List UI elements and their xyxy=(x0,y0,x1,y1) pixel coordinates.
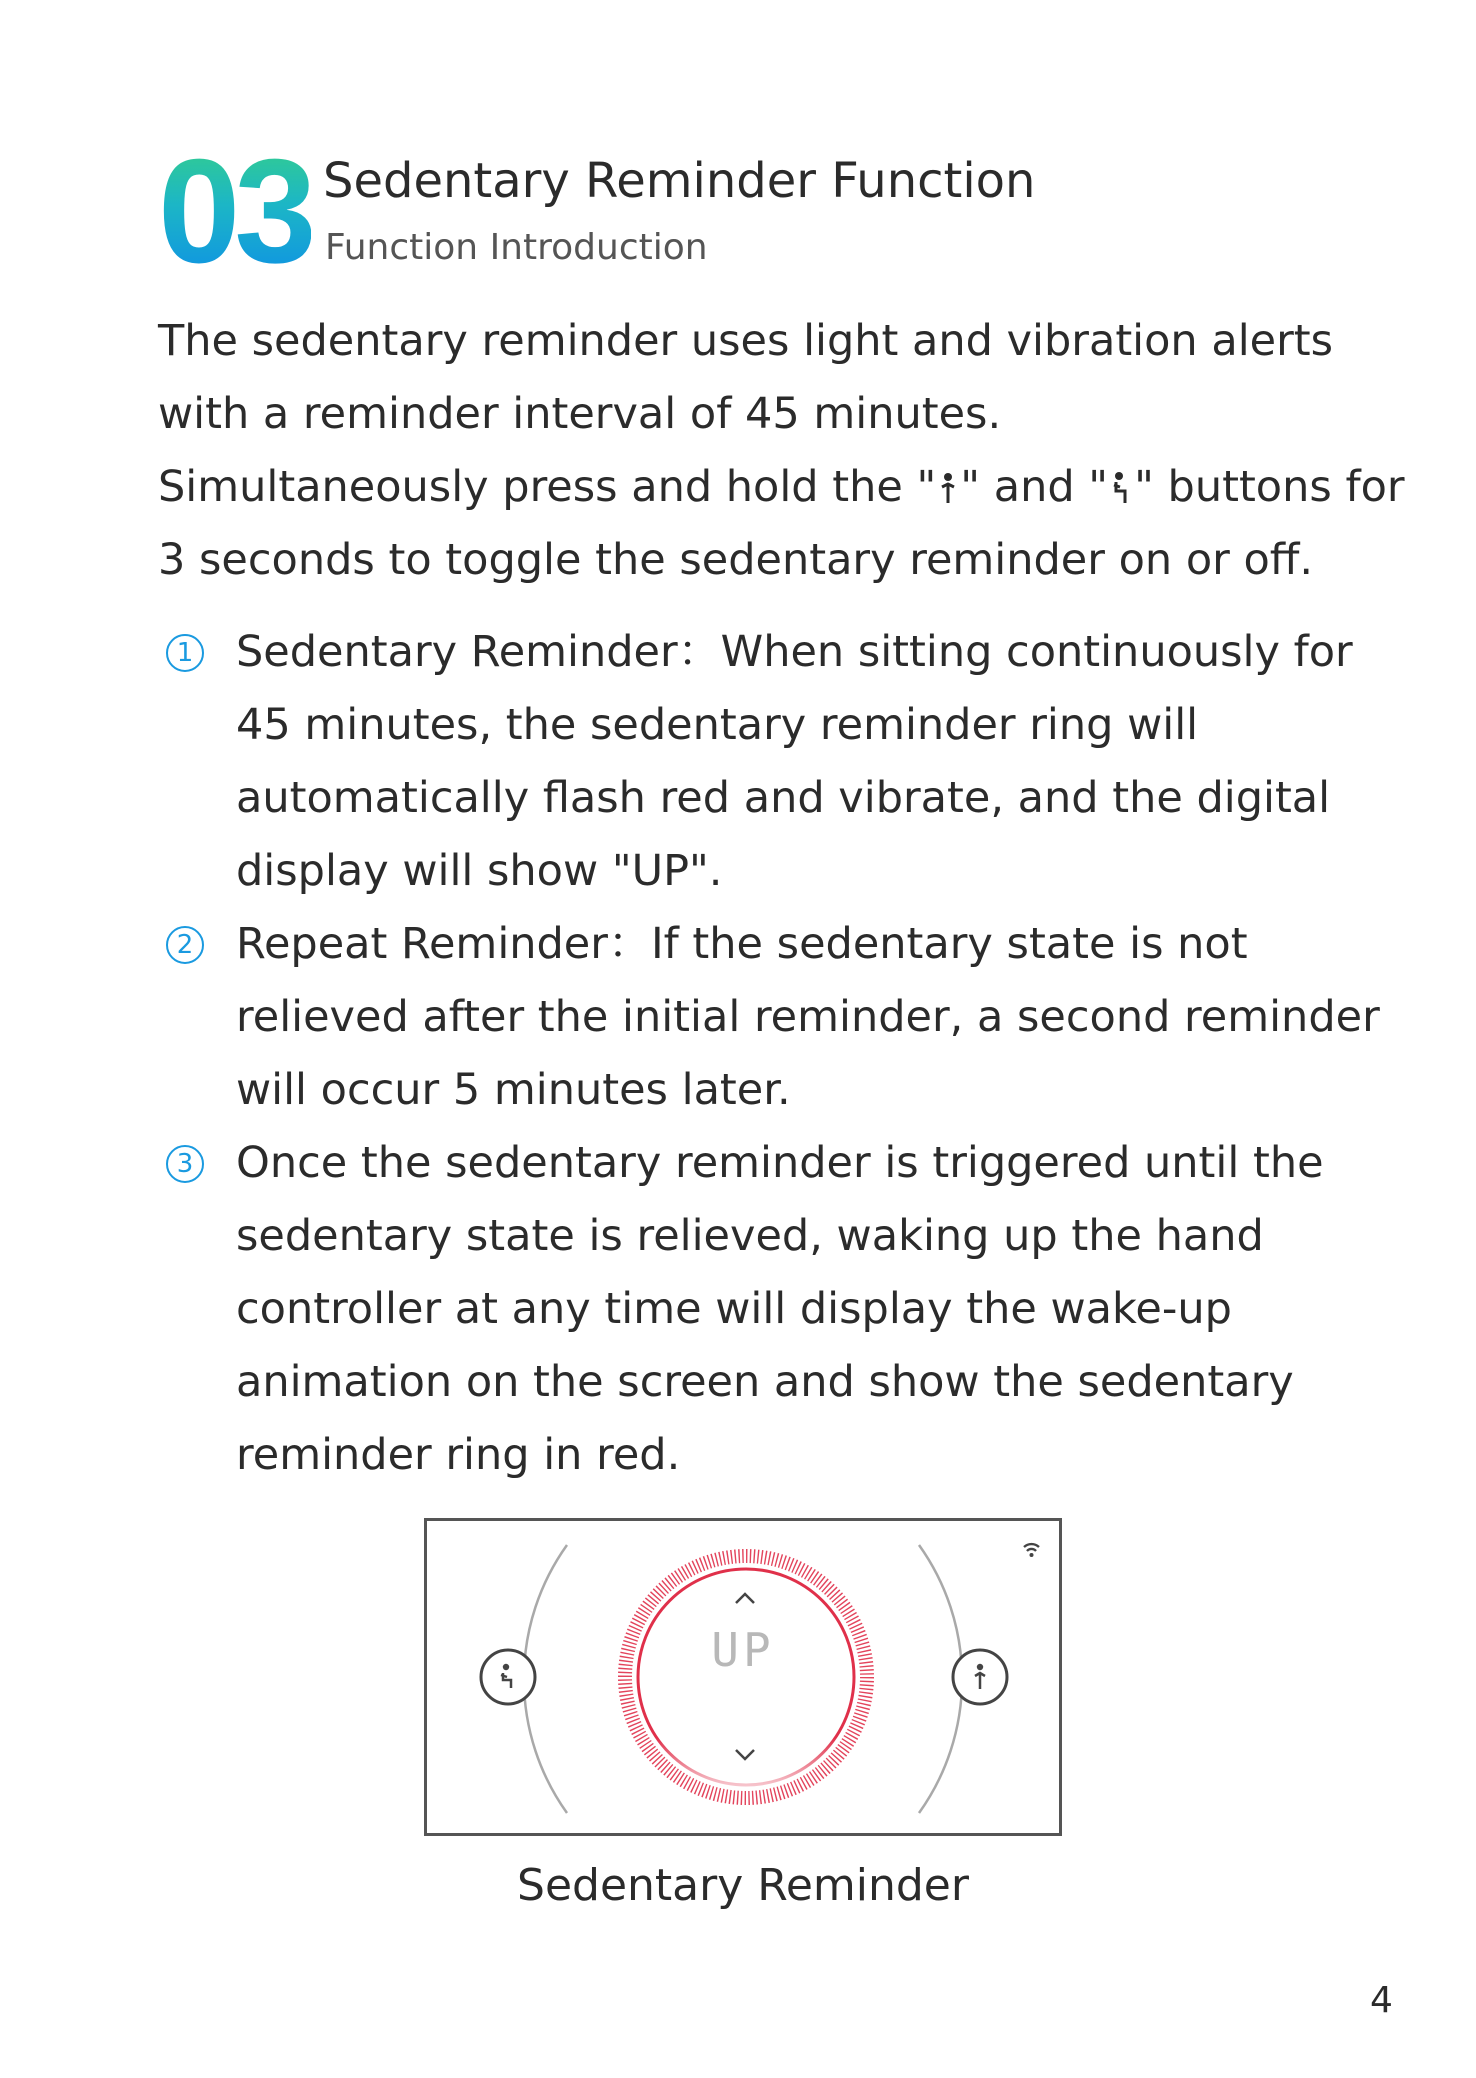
list-number: 2 xyxy=(166,926,204,964)
reminder-ring xyxy=(638,1569,854,1785)
intro-line-2 xyxy=(158,451,1408,597)
list-item-text: Once the sedentary reminder is triggered until the sedentary state is relieved, waking up the hand controller at any time will display the wake-up animation on the screen and show the sedentary reminder ring in red. xyxy=(236,1138,1324,1480)
list-item xyxy=(158,908,1418,1127)
section-subtitle: Function Introduction xyxy=(325,227,708,268)
feature-list xyxy=(158,616,1418,1492)
sit-button[interactable] xyxy=(481,1650,535,1704)
list-item xyxy=(158,1127,1418,1492)
stand-icon xyxy=(939,471,957,505)
section-number: 03 xyxy=(158,129,311,294)
wifi-icon xyxy=(1024,1544,1039,1557)
list-number: 3 xyxy=(166,1145,204,1183)
digital-display: UP xyxy=(711,1623,775,1677)
section-title: Sedentary Reminder Function xyxy=(323,153,1036,209)
figure-caption: Sedentary Reminder xyxy=(517,1860,969,1911)
list-number: 1 xyxy=(166,634,204,672)
stand-button[interactable] xyxy=(953,1650,1007,1704)
list-item-text: Sedentary Reminder：When sitting continuously for 45 minutes, the sedentary reminder ring will automatically flash red and vibrate, and the digital display will show "UP". xyxy=(236,627,1353,896)
controller-graphic xyxy=(427,1521,1059,1833)
list-item-text: Repeat Reminder：If the sedentary state is not relieved after the initial reminder, a second reminder will occur 5 minutes later. xyxy=(236,919,1380,1115)
intro-text-a: Simultaneously press and hold the " xyxy=(158,462,937,512)
chevron-up-icon xyxy=(736,1594,754,1603)
intro-text-c: " buttons for 3 seconds to toggle the sedentary reminder on or off. xyxy=(158,462,1405,585)
chevron-down-icon xyxy=(736,1750,754,1759)
sit-icon xyxy=(1111,471,1131,505)
page-number: 4 xyxy=(1370,1980,1393,2021)
intro-text-b: " and " xyxy=(960,462,1109,512)
controller-illustration xyxy=(424,1518,1062,1836)
list-item xyxy=(158,616,1418,908)
reminder-ring-ticks xyxy=(625,1556,867,1798)
intro-line-1: The sedentary reminder uses light and vibration alerts with a reminder interval of 45 minutes. xyxy=(158,316,1334,439)
intro-paragraph xyxy=(158,305,1408,597)
